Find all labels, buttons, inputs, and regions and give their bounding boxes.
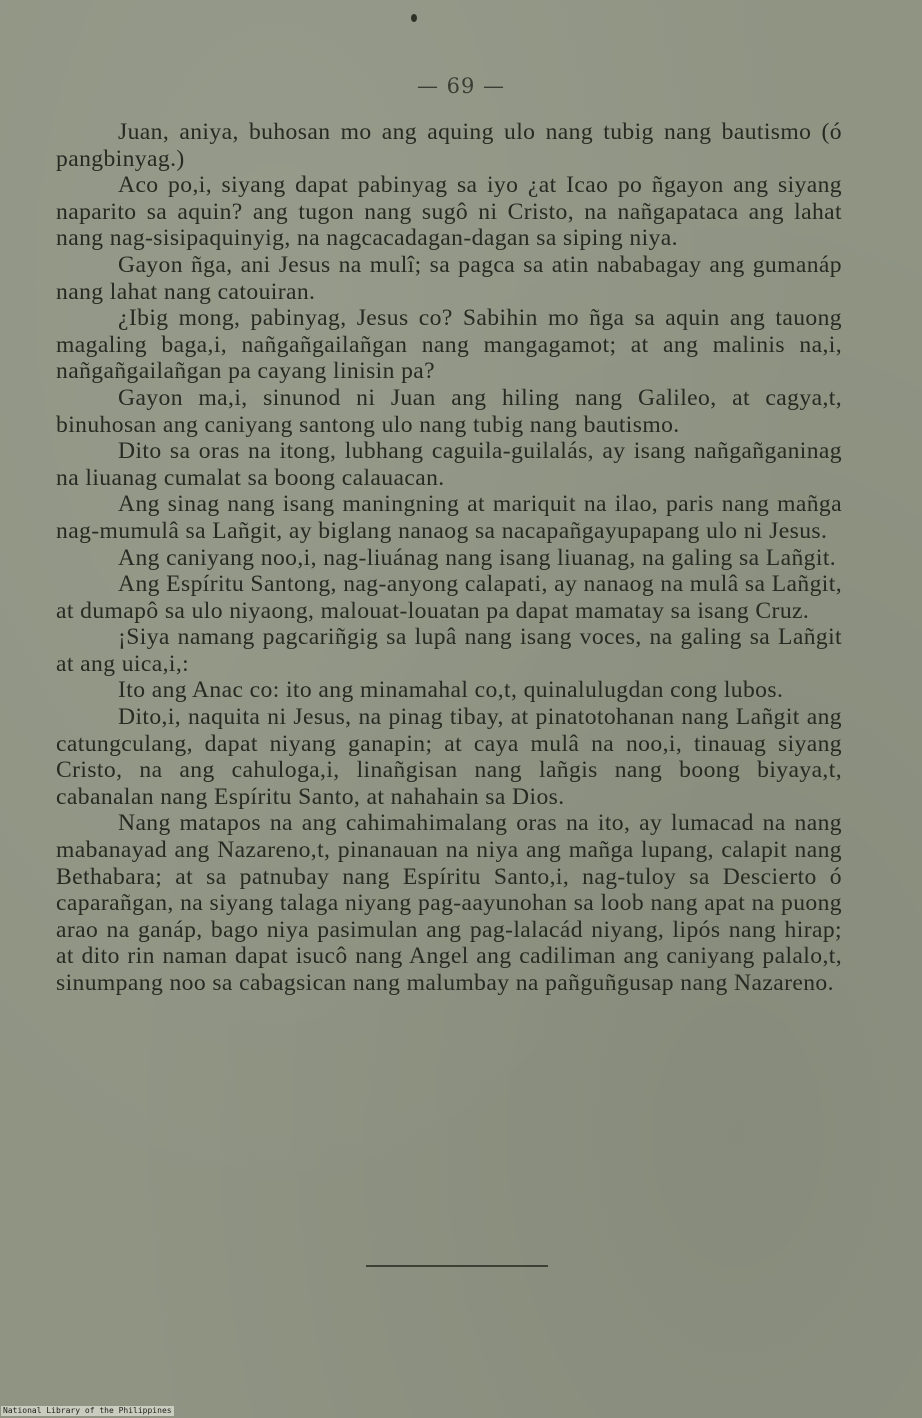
paragraph: Ang Espíritu Santong, nag-anyong calapati, ay nanaog na mulâ sa Lañgit, at dumapô sa ulo niyaong, malouat-louatan pa dapat mamatay sa isang Cruz. [56,571,842,624]
library-credit: National Library of the Philippines [3,1406,172,1415]
paragraph: Aco po,i, siyang dapat pabinyag sa iyo ¿at Icao po ñgayon ang siyang naparito sa aquin? ang tugon nang sugô ni Cristo, na nañgapataca ang lahat nang nag-sisipaquinyig, na nagcacadagan-dagan sa siping niya. [56,172,842,252]
page-body-text [56,119,842,997]
paragraph: ¿Ibig mong, pabinyag, Jesus co? Sabihin mo ñga sa aquin ang tauong magaling baga,i, nañgañgailañgan nang mangagamot; at ang malinis na,i, nañgañgailañgan pa cayang linisin pa? [56,305,842,385]
page-number: — 69 — [416,74,506,98]
paragraph: Juan, aniya, buhosan mo ang aquing ulo nang tubig nang bautismo (ó pangbinyag.) [56,119,842,172]
paragraph: Nang matapos na ang cahimahimalang oras na ito, ay lumacad na nang mabanayad ang Nazareno,t, pinanauan na niya ang mañga lupang, calapit nang Bethabara; at sa patnubay nang Espíritu Santo,i, nag-tuloy sa Descierto ó caparañgan, na siyang talaga niyang pag-aayunohan sa loob nang apat na puong arao na ganáp, bago niya pasimulan ang pag-lalacád niyang, lipós nang hirap; at dito rin naman dapat isucô nang Angel ang cadiliman ang caniyang palalo,t, sinumpang noo sa cabagsican nang malumbay na pañguñgusap nang Nazareno. [56,810,842,996]
paragraph: Dito,i, naquita ni Jesus, na pinag tibay, at pinatotohanan nang Lañgit ang catungculang, dapat niyang ganapin; at caya mulâ na noo,i, tinauag siyang Cristo, na ang cahuloga,i, linañgisan nang lañgis nang boong biyaya,t, cabanalan nang Espíritu Santo, at nahahain sa Dios. [56,704,842,810]
paragraph: Ang sinag nang isang maningning at mariquit na ilao, paris nang mañga nag-mumulâ sa Lañgit, ay biglang nanaog sa nacapañgayupapang ulo ni Jesus. [56,491,842,544]
ink-speck [411,14,417,22]
paragraph: ¡Siya namang pagcariñgig sa lupâ nang isang voces, na galing sa Lañgit at ang uica,i,: [56,624,842,677]
paragraph: Dito sa oras na itong, lubhang caguila-guilalás, ay isang nañgañganinag na liuanag cumalat sa boong calauacan. [56,438,842,491]
paragraph: Ito ang Anac co: ito ang minamahal co,t, quinalulugdan cong lubos. [118,677,784,704]
section-end-rule [366,1265,548,1267]
paragraph: Ang caniyang noo,i, nag-liuánag nang isang liuanag, na galing sa Lañgit. [118,544,837,571]
paragraph: Gayon ma,i, sinunod ni Juan ang hiling nang Galileo, at cagya,t, binuhosan ang caniyang santong ulo nang tubig nang bautismo. [56,384,842,438]
paragraph: Gayon ñga, ani Jesus na mulî; sa pagca sa atin nababagay ang gumanáp nang lahat nang catouiran. [56,251,842,305]
